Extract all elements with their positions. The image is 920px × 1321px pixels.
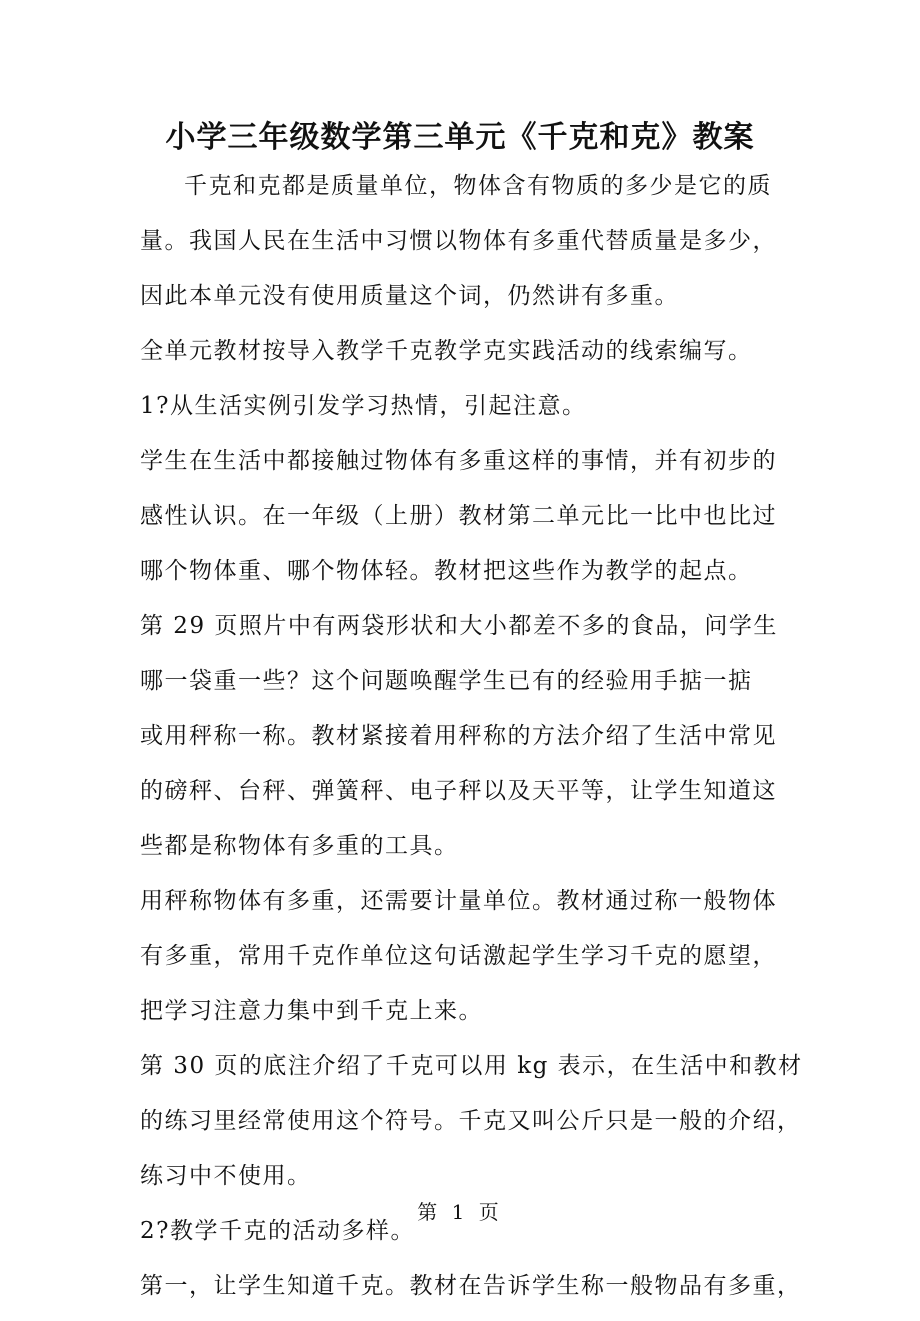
- paragraph-line: 有多重，常用千克作单位这句话激起学生学习千克的愿望，: [140, 943, 777, 969]
- document-body: [140, 166, 803, 1321]
- paragraph-line: 哪个物体重、哪个物体轻。教材把这些作为教学的起点。: [140, 558, 753, 584]
- paragraph-line: 2?教学千克的活动多样。: [140, 1218, 415, 1244]
- paragraph-line: 第 30 页的底注介绍了千克可以用 kg 表示，在生活中和教材: [140, 1053, 803, 1079]
- paragraph-line: 千克和克都是质量单位，物体含有物质的多少是它的质: [184, 173, 772, 199]
- paragraph-line: 用秤称物体有多重，还需要计量单位。教材通过称一般物体: [140, 888, 777, 914]
- paragraph-line: 学生在生活中都接触过物体有多重这样的事情，并有初步的: [140, 448, 777, 474]
- paragraph-line: 些都是称物体有多重的工具。: [140, 833, 459, 859]
- paragraph-line: 练习中不使用。: [140, 1163, 312, 1189]
- paragraph-line: 感性认识。在一年级（上册）教材第二单元比一比中也比过: [140, 503, 777, 529]
- paragraph-line: 哪一袋重一些？这个问题唤醒学生已有的经验用手掂一掂: [140, 668, 753, 694]
- paragraph-line: 因此本单元没有使用质量这个词，仍然讲有多重。: [140, 283, 679, 309]
- paragraph-line: 把学习注意力集中到千克上来。: [140, 998, 483, 1024]
- paragraph-line: 量。我国人民在生活中习惯以物体有多重代替质量是多少，: [140, 228, 777, 254]
- paragraph-line: 全单元教材按导入教学千克教学克实践活动的线索编写。: [140, 338, 753, 364]
- paragraph-line: 的磅秤、台秤、弹簧秤、电子秤以及天平等，让学生知道这: [140, 778, 777, 804]
- paragraph-line: 1?从生活实例引发学习热情，引起注意。: [140, 393, 587, 419]
- page-number: 第 1 页: [417, 1200, 503, 1224]
- paragraph-line: 第一，让学生知道千克。教材在告诉学生称一般物品有多重，: [140, 1273, 802, 1299]
- document-title: 小学三年级数学第三单元《千克和克》教案: [165, 120, 755, 155]
- paragraph-line: 第 29 页照片中有两袋形状和大小都差不多的食品，问学生: [140, 613, 778, 639]
- paragraph-line: 的练习里经常使用这个符号。千克又叫公斤只是一般的介绍，: [140, 1108, 802, 1134]
- paragraph-line: 或用秤称一称。教材紧接着用秤称的方法介绍了生活中常见: [140, 723, 777, 749]
